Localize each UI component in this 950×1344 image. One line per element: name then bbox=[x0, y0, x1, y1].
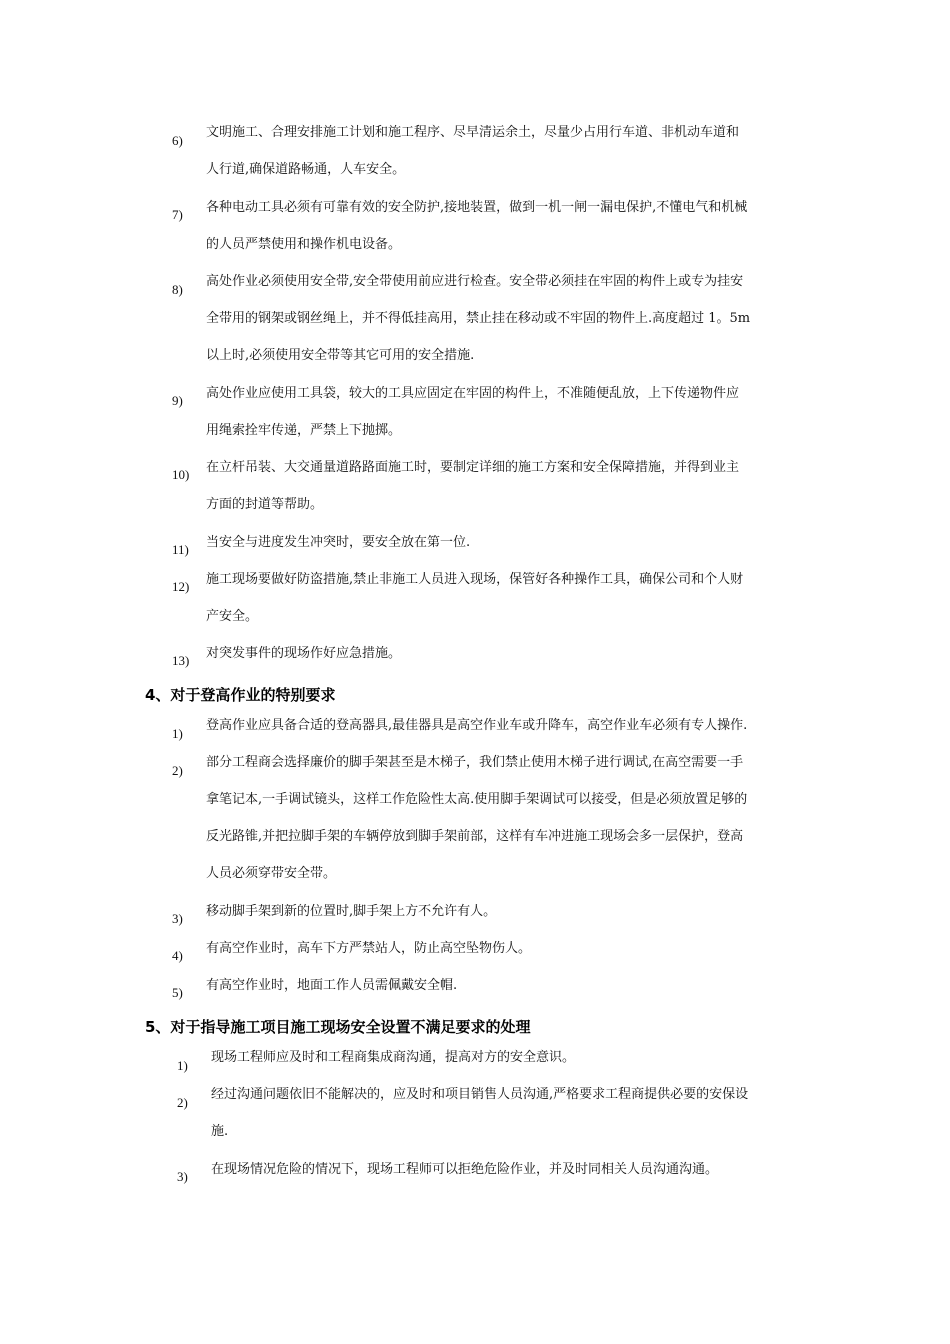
item-text-line: 对突发事件的现场作好应急措施。 bbox=[206, 646, 402, 661]
item-number: 8) bbox=[172, 282, 183, 297]
item-text-line: 各种电动工具必须有可靠有效的安全防护,接地装置，做到一机一闸一漏电保护,不懂电气和机械 bbox=[206, 200, 748, 215]
item-text-line: 有高空作业时，高车下方严禁站人，防止高空坠物伤人。 bbox=[206, 941, 532, 956]
item-text-line: 拿笔记本,一手调试镜头，这样工作危险性太高.使用脚手架调试可以接受，但是必须放置足够的 bbox=[206, 792, 748, 807]
item-number: 3) bbox=[172, 911, 183, 926]
item-text-line: 在立杆吊装、大交通量道路路面施工时，要制定详细的施工方案和安全保障措施，并得到业主 bbox=[206, 460, 740, 475]
item-number: 9) bbox=[172, 393, 183, 408]
item-text-line: 部分工程商会选择廉价的脚手架甚至是木梯子，我们禁止使用木梯子进行调试,在高空需要一手 bbox=[206, 755, 744, 770]
item-number: 12) bbox=[172, 579, 190, 594]
item-text-line: 高处作业应使用工具袋，较大的工具应固定在牢固的构件上，不准随便乱放，上下传递物件应 bbox=[206, 386, 740, 401]
item-number: 13) bbox=[172, 653, 190, 668]
item-text-line: 产安全。 bbox=[206, 609, 259, 624]
item-text-line: 经过沟通问题依旧不能解决的，应及时和项目销售人员沟通,严格要求工程商提供必要的安保设 bbox=[211, 1087, 749, 1102]
item-text-line: 用绳索拴牢传递，严禁上下抛掷。 bbox=[206, 423, 402, 438]
item-number: 7) bbox=[172, 207, 183, 222]
item-text-line: 在现场情况危险的情况下，现场工程师可以拒绝危险作业，并及时同相关人员沟通沟通。 bbox=[211, 1162, 719, 1177]
item-text-line: 方面的封道等帮助。 bbox=[206, 497, 324, 512]
item-text-line: 全带用的钢架或钢丝绳上，并不得低挂高用，禁止挂在移动或不牢固的物件上.高度超过 1。5m bbox=[206, 311, 751, 326]
item-text-line: 移动脚手架到新的位置时,脚手架上方不允许有人。 bbox=[206, 904, 497, 919]
item-number: 6) bbox=[172, 133, 183, 148]
item-text-line: 登高作业应具备合适的登高器具,最佳器具是高空作业车或升降车，高空作业车必须有专人操作. bbox=[206, 718, 748, 733]
item-number: 2) bbox=[172, 763, 183, 778]
item-text-line: 有高空作业时，地面工作人员需佩戴安全帽. bbox=[206, 978, 458, 993]
item-number: 5) bbox=[172, 985, 183, 1000]
section-heading: 4、对于登高作业的特别要求 bbox=[145, 686, 336, 704]
item-number: 4) bbox=[172, 948, 183, 963]
item-text-line: 文明施工、合理安排施工计划和施工程序、尽早清运余土，尽量少占用行车道、非机动车道和 bbox=[206, 125, 740, 140]
item-number: 1) bbox=[177, 1058, 188, 1073]
item-text-line: 施. bbox=[211, 1124, 229, 1139]
item-number: 11) bbox=[172, 542, 189, 557]
item-text-line: 高处作业必须使用安全带,安全带使用前应进行检查。安全带必须挂在牢固的构件上或专为挂安 bbox=[206, 274, 744, 289]
item-number: 10) bbox=[172, 467, 190, 482]
item-number: 1) bbox=[172, 726, 183, 741]
item-text-line: 以上时,必须使用安全带等其它可用的安全措施. bbox=[206, 348, 475, 363]
item-text-line: 当安全与进度发生冲突时，要安全放在第一位. bbox=[206, 535, 471, 550]
item-number: 3) bbox=[177, 1169, 188, 1184]
item-text-line: 现场工程师应及时和工程商集成商沟通，提高对方的安全意识。 bbox=[211, 1050, 576, 1065]
item-text-line: 的人员严禁使用和操作机电设备。 bbox=[206, 237, 402, 252]
item-text-line: 人员必须穿带安全带。 bbox=[206, 866, 337, 881]
section-heading: 5、对于指导施工项目施工现场安全设置不满足要求的处理 bbox=[145, 1018, 531, 1036]
item-text-line: 反光路锥,并把拉脚手架的车辆停放到脚手架前部，这样有车冲进施工现场会多一层保护，登高 bbox=[206, 829, 744, 844]
item-text-line: 施工现场要做好防盗措施,禁止非施工人员进入现场，保管好各种操作工具，确保公司和个人财 bbox=[206, 572, 744, 587]
item-number: 2) bbox=[177, 1095, 188, 1110]
item-text-line: 人行道,确保道路畅通，人车安全。 bbox=[206, 162, 406, 177]
